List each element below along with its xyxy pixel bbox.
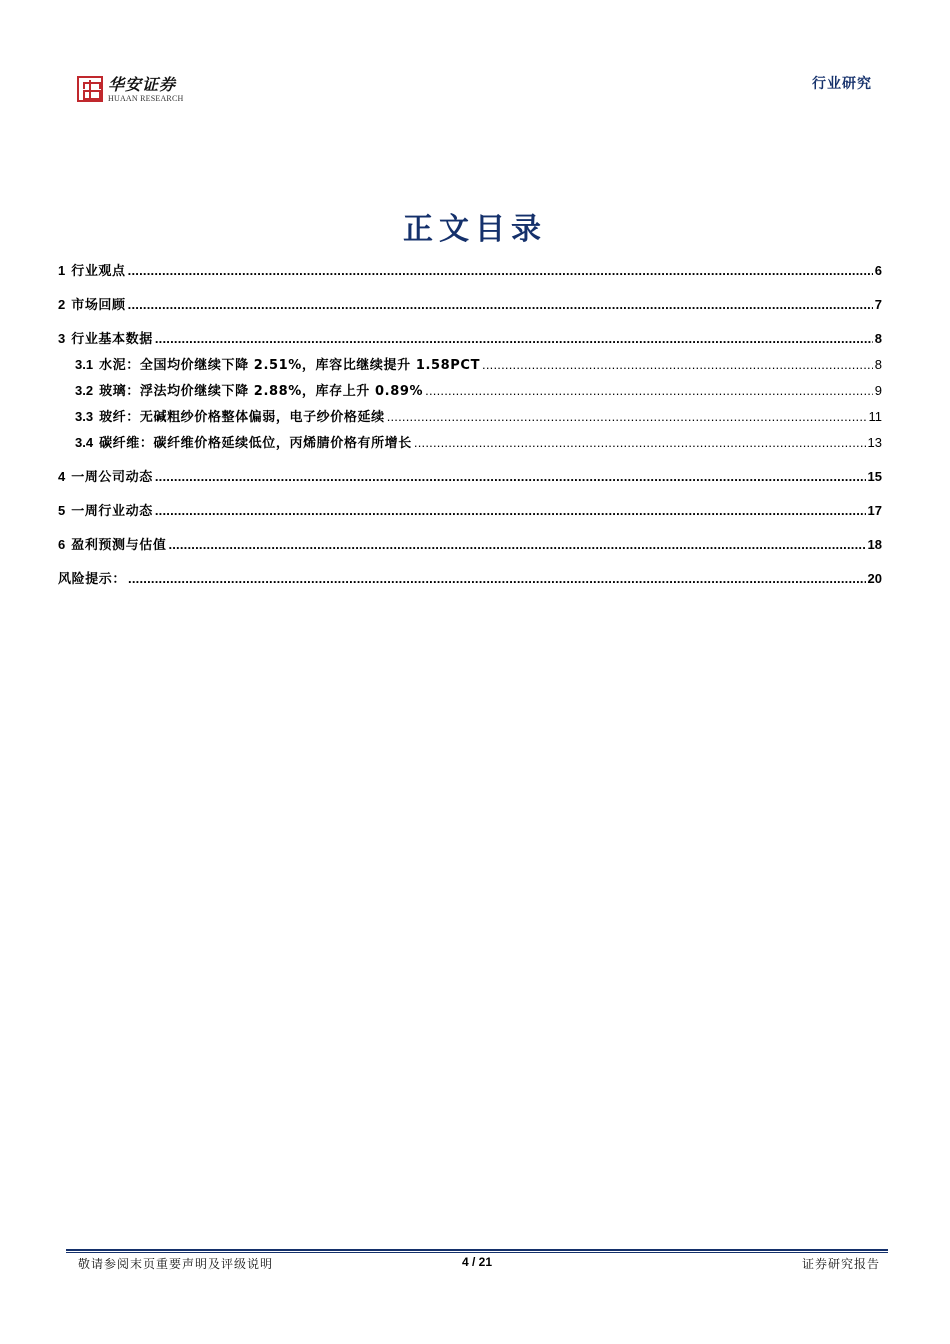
toc-page-number: 18 — [867, 537, 882, 552]
page-header — [0, 0, 950, 120]
seal-logo-icon — [77, 76, 103, 102]
toc-entry-3-2[interactable] — [58, 382, 882, 399]
toc-label: 风险提示： — [58, 572, 127, 587]
toc-page-number: 15 — [867, 469, 882, 484]
toc-leader-dots — [414, 434, 866, 451]
toc-leader-dots — [128, 262, 873, 279]
company-logo — [77, 76, 183, 104]
toc-number: 5 — [58, 503, 66, 518]
toc-page-number: 11 — [868, 409, 882, 424]
toc-entry-3-3[interactable] — [58, 408, 882, 425]
toc-leader-dots — [155, 502, 866, 519]
toc-number: 3.3 — [75, 409, 94, 424]
toc-page-number: 8 — [874, 331, 882, 346]
footer-divider-thin — [66, 1252, 888, 1253]
toc-number: 6 — [58, 537, 66, 552]
toc-page-number: 20 — [867, 571, 882, 586]
report-category: 行业研究 — [812, 76, 872, 92]
toc-page-number: 6 — [874, 263, 882, 278]
logo-chinese-name: 华安证券 — [108, 75, 177, 94]
page-indicator: 4 / 21 — [461, 1255, 493, 1269]
toc-number: 3.4 — [75, 435, 94, 450]
toc-entry-3-4[interactable] — [58, 434, 882, 451]
toc-leader-dots — [387, 408, 867, 425]
toc-label: 行业基本数据 — [71, 332, 153, 347]
toc-label: 水泥：全国均价继续下降 2.51%，库容比继续提升 1.58PCT — [99, 358, 481, 373]
toc-entry-1[interactable] — [58, 262, 882, 279]
footer-doc-type: 证券研究报告 — [801, 1257, 880, 1271]
toc-leader-dots — [155, 468, 866, 485]
toc-number: 3.2 — [75, 383, 94, 398]
toc-page-number: 7 — [874, 297, 882, 312]
logo-english-name: HUAAN RESEARCH — [108, 94, 184, 103]
toc-entry-4[interactable] — [58, 468, 882, 485]
toc-label: 玻璃：浮法均价继续下降 2.88%，库存上升 0.89% — [99, 384, 424, 399]
toc-label: 一周行业动态 — [71, 504, 153, 519]
toc-leader-dots — [482, 356, 873, 373]
toc-entry-3-1[interactable] — [58, 356, 882, 373]
toc-number: 2 — [58, 297, 66, 312]
toc-label: 一周公司动态 — [71, 470, 153, 485]
toc-entry-2[interactable] — [58, 296, 882, 313]
table-of-contents — [58, 262, 882, 604]
toc-number: 3.1 — [75, 357, 94, 372]
toc-leader-dots — [425, 382, 873, 399]
toc-leader-dots — [128, 570, 866, 587]
toc-leader-dots — [128, 296, 873, 313]
page-footer — [66, 1255, 888, 1275]
toc-label: 玻纤：无碱粗纱价格整体偏弱，电子纱价格延续 — [99, 410, 385, 425]
toc-label: 市场回顾 — [71, 298, 126, 313]
toc-entry-5[interactable] — [58, 502, 882, 519]
toc-entry-risk[interactable] — [58, 570, 882, 587]
toc-page-number: 8 — [874, 357, 882, 372]
toc-page-number: 9 — [874, 383, 882, 398]
toc-number: 1 — [58, 263, 66, 278]
toc-number: 4 — [58, 469, 66, 484]
toc-page-number: 17 — [867, 503, 882, 518]
toc-entry-6[interactable] — [58, 536, 882, 553]
footer-disclaimer: 敬请参阅末页重要声明及评级说明 — [78, 1257, 274, 1271]
toc-entry-3[interactable] — [58, 330, 882, 347]
footer-divider — [66, 1249, 888, 1251]
toc-label: 行业观点 — [71, 264, 126, 279]
toc-leader-dots — [155, 330, 873, 347]
toc-number: 3 — [58, 331, 66, 346]
toc-label: 碳纤维：碳纤维价格延续低位，丙烯腈价格有所增长 — [99, 436, 412, 451]
toc-label: 盈利预测与估值 — [71, 538, 167, 553]
toc-leader-dots — [168, 536, 865, 553]
page-title: 正文目录 — [403, 212, 547, 247]
toc-page-number: 13 — [867, 435, 882, 450]
